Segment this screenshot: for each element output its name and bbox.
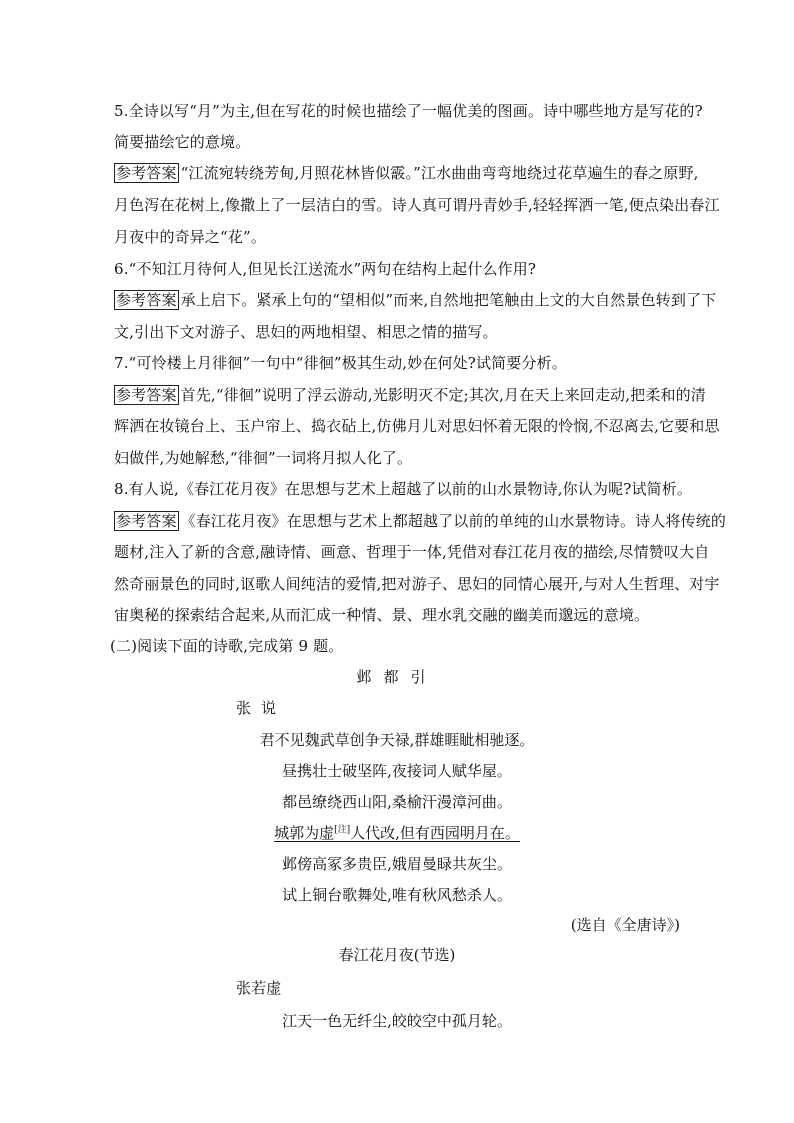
poem-1-author: 张说 <box>236 699 287 717</box>
answer-7-line-2: 辉洒在妆镜台上、玉户帘上、捣衣砧上,仿佛月儿对思妇怀着无限的怜悯,不忍离去,它要和思 <box>114 417 720 435</box>
answer-label-box: 参考答案 <box>116 164 177 182</box>
poem-2-verse-1: 江天一色无纤尘,皎皎空中孤月轮。 <box>282 1012 512 1030</box>
poem-1-verse-underlined <box>0 823 794 843</box>
answer-5-text-1: “江流宛转绕芳甸,月照花林皆似霰。”江水曲曲弯弯地绕过花草遍生的春之原野, <box>180 164 699 182</box>
poem-1-verse-6: 试上铜台歌舞处,唯有秋风愁杀人。 <box>282 886 512 904</box>
answer-6-line-1 <box>114 290 716 310</box>
answer-6-line-2: 文,引出下文对游子、思妇的两地相望、相思之情的描写。 <box>114 323 498 341</box>
underlined-verse-part-2: 人代改,但有西园明月在。 <box>350 824 520 842</box>
answer-8-line-2: 题材,注入了新的含意,融诗情、画意、哲理于一体,凭借对春江花月夜的描绘,尽情赞叹大自 <box>114 543 710 561</box>
answer-7-line-3: 妇做伴,为她解愁,“徘徊”一词将月拟人化了。 <box>114 449 413 467</box>
poem-1-verse-3: 都邑缭绕西山阳,桑榆汗漫漳河曲。 <box>282 793 512 811</box>
poem-1-source: (选自《全唐诗》) <box>570 916 680 934</box>
answer-6-text-1: 承上启下。紧承上句的“望相似”而来,自然地把笔触由上文的大自然景色转到了下 <box>180 291 717 309</box>
answer-8-line-3: 然奇丽景色的同时,讴歌人间纯洁的爱情,把对游子、思妇的同情心展开,与对人生哲理、对宇 <box>114 575 720 593</box>
poem-2-title: 春江花月夜(节选) <box>338 946 456 964</box>
answer-7-line-1 <box>114 385 706 405</box>
answer-5-line-2: 月色泻在花树上,像撒上了一层洁白的雪。诗人真可谓丹青妙手,轻轻挥洒一笔,便点染出春江 <box>114 196 720 214</box>
answer-8-line-1 <box>114 511 726 531</box>
section-2-heading: (二)阅读下面的诗歌,完成第 9 题。 <box>110 637 344 655</box>
poem-1-verse-1: 君不见魏武草创争天禄,群雄睚眦相驰逐。 <box>259 731 535 749</box>
answer-5-line-3: 月夜中的奇异之“花”。 <box>114 228 266 246</box>
underlined-verse <box>274 824 520 842</box>
question-5-line-2: 简要描绘它的意境。 <box>114 133 251 151</box>
poem-2-author: 张若虚 <box>236 979 282 997</box>
question-7-line-1: 7.“可怜楼上月徘徊”一句中“徘徊”极其生动,妙在何处?试简要分析。 <box>114 354 567 372</box>
answer-label-box: 参考答案 <box>116 291 177 309</box>
poem-1-verse-2: 昼携壮士破坚阵,夜接词人赋华屋。 <box>282 762 512 780</box>
answer-8-line-4: 宙奥秘的探索结合起来,从而汇成一种情、景、理水乳交融的幽美而邈远的意境。 <box>114 606 650 624</box>
answer-label-box: 参考答案 <box>116 512 177 530</box>
underlined-verse-part-1: 城郭为虚 <box>274 824 335 842</box>
poem-1-title: 邺都引 <box>356 668 438 686</box>
question-6-line-1: 6.“不知江月待何人,但见长江送流水”两句在结构上起什么作用? <box>114 260 537 278</box>
note-marker: [注] <box>334 825 351 835</box>
question-8-line-1: 8.有人说,《春江花月夜》在思想与艺术上超越了以前的山水景物诗,你认为呢?试简析。 <box>114 480 693 498</box>
question-5-line-1: 5.全诗以写“月”为主,但在写花的时候也描绘了一幅优美的图画。诗中哪些地方是写花的? <box>114 102 703 120</box>
answer-5-line-1 <box>114 163 699 183</box>
answer-7-text-1: 首先,“徘徊”说明了浮云游动,光影明灭不定;其次,月在天上来回走动,把柔和的清 <box>180 386 706 404</box>
answer-8-text-1: 《春江花月夜》在思想与艺术上都超越了以前的单纯的山水景物诗。诗人将传统的 <box>180 512 727 530</box>
poem-1-verse-5: 邺傍高冢多贵臣,娥眉曼睩共灰尘。 <box>282 855 512 873</box>
answer-label-box: 参考答案 <box>116 386 177 404</box>
